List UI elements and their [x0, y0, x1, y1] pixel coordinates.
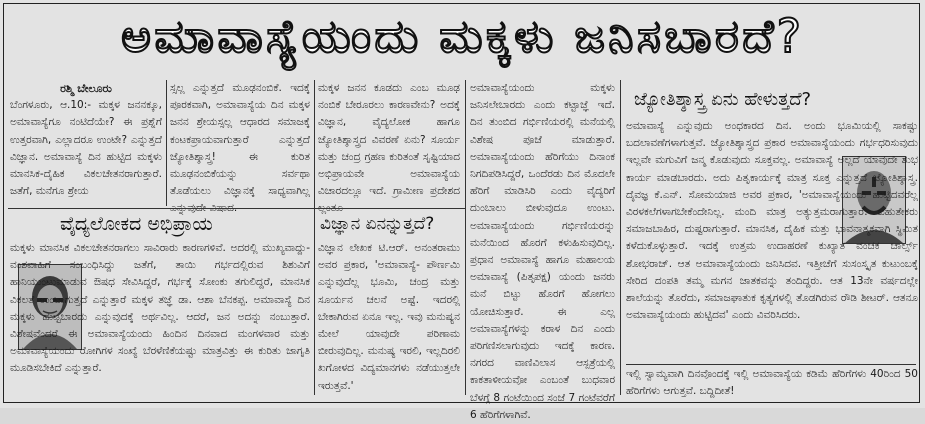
column-divider-3 — [465, 80, 466, 395]
column-divider-4 — [620, 80, 621, 395]
column-4 — [470, 80, 615, 421]
column-3 — [318, 80, 460, 215]
science-text-block — [318, 240, 460, 392]
headline: ಅಮಾವಾಸ್ಯೆಯಂದು ಮಕ್ಕಳು ಜನಿಸಬಾರದೆ? — [120, 9, 805, 63]
column-divider-1 — [166, 80, 167, 206]
science-heading: ವಿಜ್ಞಾನ ಏನನ್ನುತ್ತದೆ? — [320, 214, 435, 234]
science-text: ವಿಜ್ಞಾನ ಲೇಖಕ ಟಿ.ಆರ್. ಅನಂತರಾಮು ಅವರ ಪ್ರಕಾರ, 'ಅಮಾವಾಸ್ಯೆ- ಪೌರ್ಣಮಿ ಎನ್ನುವುದೆಲ್ಲ ಭೂಮಿ, ಚಂದ್ರ ಮತ್ತು ಸೂರ್ಯನ ಚಲನೆ ಅಷ್ಟೆ. ಇದರಲ್ಲಿ ಬೇಕಾಗಿರುವ ಏನೂ ಇಲ್ಲ. ಇವು ಮನುಷ್ಯನ ಮೇಲೆ ಯಾವುದೇ ಪರಿಣಾಮ ಬೀರುವುದಿಲ್ಲ. ಮನುಷ್ಯ ಇರಲಿ, ಇಲ್ಲದಿರಲಿ ಖಗೋಳದ ವಿದ್ಯಮಾನಗಳು ನಡೆಯುತ್ತಲೇ ಇರುತ್ತವೆ.' — [318, 242, 460, 392]
medical-text-block — [10, 240, 310, 390]
column-4-text: ಅಮಾವಾಸ್ಯೆಯಂದು ಮಕ್ಕಳು ಜನಿಸಲೇಬಾರದು ಎಂದು ಕಟ್ಟಾಜ್ಞೆ ಇದೆ. ದಿನ ತುಂಬಿದ ಗರ್ಭಿಣಿಯರಲ್ಲಿ ಮನೆಯಲ್ಲಿ ವಿಶೇಷ ಪೂಜೆ ಮಾಡುತ್ತಾರೆ. ಅಮಾವಾಸ್ಯೆಯಂದು ಹೆರಿಗೆಯು ದಿನಾಂಕ ನಿಗದಿಪಡಿಸಿದ್ದರೆ, ಒಂದೆರಡು ದಿನ ಮೊದಲೇ ಹೆರಿಗೆ ಮಾಡಿಸಿರಿ ಎಂದು ವೈದ್ಯರಿಗೆ ದುಂಬಾಲು ಬೀಳುವುದೂ ಉಂಟು. ಅಮಾವಾಸ್ಯೆಯಂದು ಗರ್ಭಿಣಿಯರನ್ನು ಮನೆಯಿಂದ ಹೊರಗೆ ಕಳುಹಿಸುವುದಿಲ್ಲ. ಪ್ರಧಾನ ಅಮಾವಾಸ್ಯೆ ಹಾಗೂ ಮಹಾಲಯ ಅಮಾವಾಸ್ಯೆ (ಪಿತೃಪಕ್ಷ) ಯಂದು ಜನರು ಮನೆ ಬಿಟ್ಟು ಹೊರಗೆ ಹೋಗಲು ಯೋಚಿಸುತ್ತಾರೆ. ಈ ಎಲ್ಲ ಅಮಾವಾಸ್ಯೆಗಳನ್ನು ಕರಾಳ ದಿನ ಎಂದು ಪರಿಗಣಿಸಲಾಗುವುದು ಇದಕ್ಕೆ ಕಾರಣ. ನಗರದ ವಾಣಿವಿಲಾಸ ಆಸ್ಪತ್ರೆಯಲ್ಲಿ ಕಾಕತಾಳೀಯವೋ ಎಂಬಂತೆ ಬುಧವಾರ ಬೆಳಗ್ಗೆ 8 ಗಂಟೆಯಿಂದ ಸಂಜೆ 7 ಗಂಟೆವರೆಗೆ 6 ಹೆರಿಗೆಗಳಾಗಿವೆ. — [470, 82, 615, 421]
column-1-text: ಬೆಂಗಳೂರು, ಆ.10:- ಮಕ್ಕಳ ಜನನಕ್ಕೂ, ಅಮಾವಾಸ್ಯೆಗೂ ನಂಟಿದೆಯೇ? ಈ ಪ್ರಶ್ನೆಗೆ ಉತ್ತರವಾಗಿ, ಎಲ್ಲಾದರೂ ಉಂಟೇ? ಎನ್ನುತ್ತದೆ ವಿಜ್ಞಾನ. ಅಮಾವಾಸ್ಯೆ ದಿನ ಹುಟ್ಟಿದ ಮಕ್ಕಳು ಮಾನಸಿಕ-ದೈಹಿಕ ವಿಕಲಚೇತನರಾಗುತ್ತಾರೆ. ಜತೆಗೆ, ಮನೆಗೂ ಶ್ರೇಯ — [10, 99, 162, 198]
section-divider — [8, 208, 465, 209]
column-2 — [170, 80, 310, 215]
medical-heading: ವೈದ್ಯಲೋಕದ ಅಭಿಪ್ರಾಯ — [60, 213, 213, 235]
column-divider-2 — [314, 80, 315, 395]
column-3-text: ಮಕ್ಕಳ ಜನನ ಕೂಡದು ಎಂಬ ಮೂಢ ನಂಬಿಕೆ ಬೇರೂರಲು ಕಾರಣವೇನು? ಅದಕ್ಕೆ ವಿಜ್ಞಾನ, ವೈದ್ಯಲೋಕ ಹಾಗೂ ಜ್ಯೋತಿಶ್ಶಾಸ್ತ್ರದ ವಿವರಣೆ ಏನು? ಸೂರ್ಯ ಮತ್ತು ಚಂದ್ರ ಗ್ರಹಣ ಕುರಿತಂತೆ ಸೃಷ್ಟಿಯಾದ ಅಭಿಪ್ರಾಯವೇ ಅಮಾವಾಸ್ಯೆಯ ವಿಚಾರದಲ್ಲೂ ಇದೆ. ಗ್ರಾಮೀಣ ಪ್ರದೇಶದ ಲ್ಲಂತೂ — [318, 82, 460, 215]
astrology-footer-block — [626, 366, 918, 400]
astrology-heading: ಜ್ಯೋತಿಶ್ಶಾಸ್ತ್ರ ಏನು ಹೇಳುತ್ತದೆ? — [634, 89, 812, 110]
column-1 — [10, 80, 162, 204]
medical-text: ಮಕ್ಕಳು ಮಾನಸಿಕ ವಿಕಲಚೇತನರಾಗಲು ಸಾವಿರಾರು ಕಾರಣಗಳಿವೆ. ಅದರಲ್ಲಿ ಮುಖ್ಯವಾದ್ದು- ವಂಶವಾಹಿಗೆ ಸಂಬಂಧಿಸಿದ್ದು ಜತೆಗೆ, ತಾಯಿ ಗರ್ಭದಲ್ಲಿರುವ ಶಿಶುವಿಗೆ ಹಾನಿಯುಂಟುಮಾಡುವ ಔಷಧ ಸೇವಿಸಿದ್ದರೆ, ಗರ್ಭಕ್ಕೆ ಸೋಂಕು ತಗುಲಿದ್ದರೆ, ಮಾನಸಿಕ ವಿಕಲತೆ ಉಂಟಾಗುತ್ತದೆ ಎನ್ನುತ್ತಾರೆ ಮಕ್ಕಳ ತಜ್ಞೆ ಡಾ. ಆಶಾ ಬೆನಕಪ್ಪ. ಅಮಾವಾಸ್ಯೆ ದಿನ ಮಕ್ಕಳು ಹುಟ್ಟಬಾರದು ಎನ್ನುವುದಕ್ಕೆ ಅರ್ಥವಿಲ್ಲ. ಆದರೆ, ಜನ ಅದನ್ನು ನಂಬುತ್ತಾರೆ. ವಿಶೇಷವೆಂದರೆ ಈ ಅಮಾವಾಸ್ಯೆಯಂದು ಹಿಂದಿನ ದಿನವಾದ ಮಂಗಳವಾರ ಮತ್ತು ಅಮಾವಾಸ್ಯೆಯಂದು ರೋಗಿಗಳ ಸಂಖ್ಯೆ ಬೆರಳೆಣಿಕೆಯಷ್ಟು ಮಾತ್ರವಿತ್ತು ಈ ಕುರಿತು ಜಾಗೃತಿ ಮೂಡಿಸಬೇಕಿದೆ ಎನ್ನುತ್ತಾರೆ. — [10, 242, 310, 375]
astrology-footer: ಇಲ್ಲಿ ಸ್ವಾಮ್ಯವಾಗಿ ದಿನವೊಂದಕ್ಕೆ ಇಲ್ಲಿ ಅಮಾವಾಸ್ಯೆಯ ಕಡಿಮೆ ಹೆರಿಗೆಗಳು 40ರಿಂದ 50 ಹೆರಿಗೆಗಳು ಆಗುತ್ತವೆ. ಬದ್ದಿದೀತೆ! — [626, 368, 918, 398]
column-2-text: ಸ್ಸಲ್ಲ ಎನ್ನುತ್ತದೆ ಮೂಢನಂಬಿಕೆ. ಇದಕ್ಕೆ ಪೂರಕವಾಗಿ, ಅಮಾವಾಸ್ಯೆಯ ದಿನ ಮಕ್ಕಳ ಜನನ ಶ್ರೇಯಸ್ಸಲ್ಲ ಆಧಾರದ ಸಮಾಜಕ್ಕೆ ಕಂಟಕಪ್ರಾಯವಾಗುತ್ತಾರೆ ಎನ್ನುತ್ತದೆ ಜ್ಯೋತಿಶ್ಶಾಸ್ತ್ರ! ಈ ಕುರಿತ ಮೂಢನಂಬಿಕೆಯನ್ನು ಸರ್ವಥಾ ತೊಡೆಯಲು ವಿಜ್ಞಾನಕ್ಕೆ ಸಾಧ್ಯವಾಗಿಲ್ಲ ಎನ್ನುವುದೇ ವಿಷಾದ. — [170, 82, 310, 215]
astrology-footer-divider — [626, 364, 916, 365]
astrology-text: ಅಮಾವಾಸ್ಯೆ ಎನ್ನುವುದು ಅಂಧಕಾರದ ದಿನ. ಅಂದು ಭೂಮಿಯಲ್ಲಿ ಸಾಕಷ್ಟು ಬದಲಾವಣೆಗಳಾಗುತ್ತವೆ. ಜ್ಯೋತಿಶ್ಶಾಸ್ತ್ರದ ಪ್ರಕಾರ ಅಮಾವಾಸ್ಯೆಯಂದು ಗರ್ಭಧರಿಸುವುದು ಇಲ್ಲವೇ ಮಗುವಿಗೆ ಜನ್ಮ ಕೊಡುವುದು ಸೂಕ್ತವಲ್ಲ. ಅಮಾವಾಸ್ಯೆ ಅಲ್ಲದೆ ಯಾವುದೇ ಶುಭ ಕಾರ್ಯ ಮಾಡಬಾರದು. ಅದು ಪಿತೃಕಾರ್ಯಕ್ಕೆ ಮಾತ್ರ ಸೂಕ್ತ ಎನ್ನುತ್ತದೆ ಜ್ಯೋತಿಶ್ಶಾಸ್ತ್ರ. ದೈವಜ್ಞ ಕೆ.ಎನ್. ಸೋಮಯಾಜಿ ಅವರ ಪ್ರಕಾರ, 'ಅಮಾವಾಸ್ಯೆಯಂದು ಹುಟ್ಟಿದವರೆಲ್ಲ ವಿರಳಕಲೆಗಳಾಗಬೇಕೆಂದೇನಿಲ್ಲ. ಮಂದಿ ಮಾತ್ರ ಅತ್ಯುತ್ತಮರಾಗುತ್ತಾರೆ. ಬಹುತೇಕರು ಸಮಾಜಬಾಹಿರ, ದುಷ್ಟರಾಗುತ್ತಾರೆ. ಮಾನಸಿಕ, ದೈಹಿಕ ಮತ್ತು ಭಾವನಾತ್ಮಕವಾಗಿ ಸ್ಥಿಮಿತ ಕಳೆದುಕೊಳ್ಳುತ್ತಾರೆ. ಇದಕ್ಕೆ ಉತ್ತಮ ಉದಾಹರಣೆ ಕುಖ್ಯಾತ ವಂಚಕ ಚಾರ್ಲ್ಸ್ ಶೋಭರಾಜ್. ಆತ ಅಮಾವಾಸ್ಯೆಯಂದು ಜನಿಸಿದವ. ಇತ್ತೀಚೆಗೆ ಸುಸಂಸ್ಕೃತ ಕುಟುಂಬಕ್ಕೆ ಸೇರಿದ ದಂಪತಿ ತಮ್ಮ ಮಗನ ಜಾತಕವನ್ನು ತಂದಿದ್ದರು. ಆತ 13ನೇ ವರ್ಷದಲ್ಲೇ ಶಾಲೆಯನ್ನು ತೊರೆದು, ಸಮಾಜಘಾತುಕ ಕೃತ್ಯಗಳಲ್ಲಿ ತೊಡಗಿರುವ ರೌಡಿ ಶೀಟರ್. ಆತನೂ ಅಮಾವಾಸ್ಯೆಯಂದು ಹುಟ್ಟಿದವ' ಎಂದು ವಿವರಿಸಿದರು. — [626, 120, 918, 322]
astrology-text-block — [626, 118, 918, 364]
byline: ರಶ್ಮಿ ಬೇಲೂರು — [60, 82, 112, 95]
